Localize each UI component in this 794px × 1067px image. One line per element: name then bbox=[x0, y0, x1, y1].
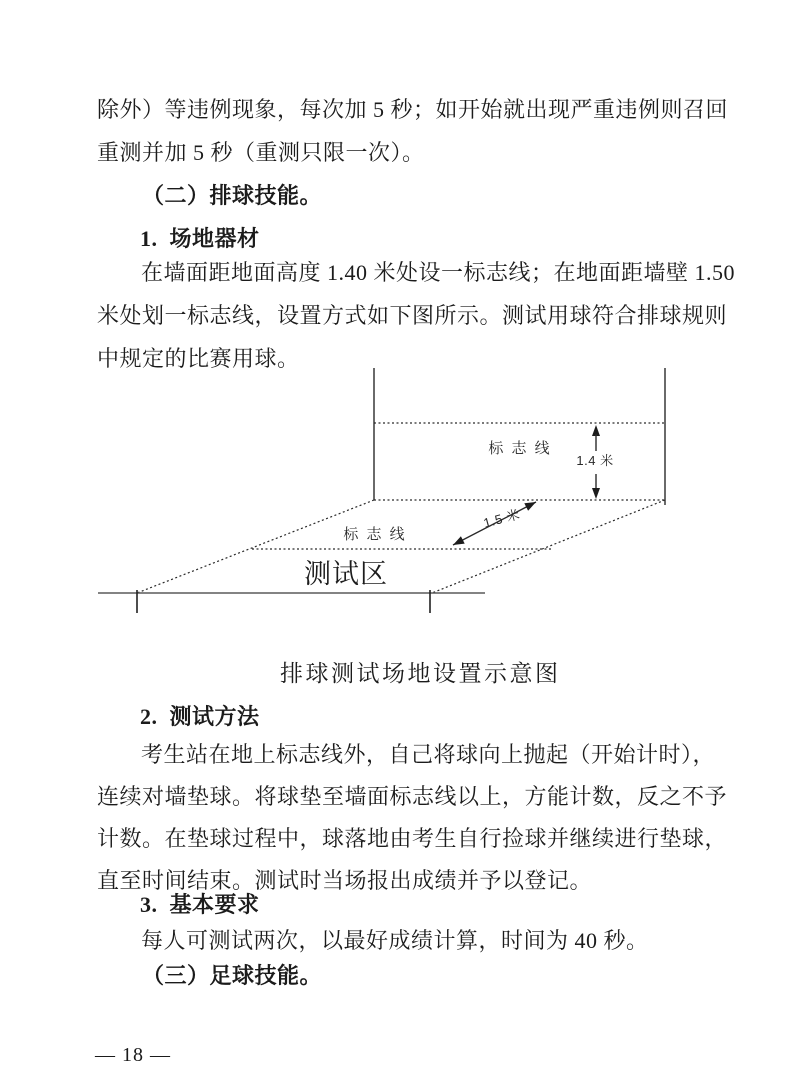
floor-distance-value: 1.5 米 bbox=[481, 506, 522, 531]
body-line-1: 除外）等违例现象，每次加 5 秒；如开始就出现严重违例则召回 bbox=[97, 97, 729, 122]
heading-volleyball-skills: （二）排球技能。 bbox=[142, 183, 323, 208]
heading-test-method: 2. 测试方法 bbox=[140, 704, 260, 729]
court-setup-diagram bbox=[0, 355, 794, 635]
body-line-3: 在墙面距地面高度 1.40 米处设一标志线；在地面距墙壁 1.50 bbox=[141, 260, 736, 285]
body-line-4: 米处划一标志线，设置方式如下图所示。测试用球符合排球规则 bbox=[97, 303, 728, 328]
height-arrow-down-head bbox=[592, 488, 600, 499]
heading-field-equipment: 1. 场地器材 bbox=[140, 226, 260, 251]
body-line-8: 计数。在垫球过程中，球落地由考生自行捡球并继续进行垫球， bbox=[97, 826, 728, 851]
page-number: — 18 — bbox=[95, 1044, 171, 1066]
heading-football-skills: （三）足球技能。 bbox=[142, 963, 323, 988]
wall-height-value: 1.4 米 bbox=[576, 453, 614, 468]
distance-arrow-lower-head bbox=[453, 536, 465, 545]
heading-basic-requirements: 3. 基本要求 bbox=[140, 892, 260, 917]
floor-right-edge-line bbox=[432, 500, 665, 593]
floor-marking-line-label: 标 志 线 bbox=[343, 526, 407, 543]
test-area-label: 测试区 bbox=[304, 559, 388, 589]
body-line-10: 每人可测试两次，以最好成绩计算，时间为 40 秒。 bbox=[141, 928, 649, 953]
distance-arrow-upper-head bbox=[524, 502, 536, 511]
diagram-caption: 排球测试场地设置示意图 bbox=[280, 661, 561, 686]
body-line-9: 直至时间结束。测试时当场报出成绩并予以登记。 bbox=[97, 868, 593, 893]
body-line-5: 中规定的比赛用球。 bbox=[97, 346, 300, 371]
body-line-7: 连续对墙垫球。将球垫至墙面标志线以上，方能计数，反之不予 bbox=[97, 784, 728, 809]
body-line-2: 重测并加 5 秒（重测只限一次）。 bbox=[97, 140, 425, 165]
wall-marking-line-label: 标 志 线 bbox=[488, 440, 552, 457]
body-line-6: 考生站在地上标志线外，自己将球向上抛起（开始计时）， bbox=[141, 742, 716, 767]
